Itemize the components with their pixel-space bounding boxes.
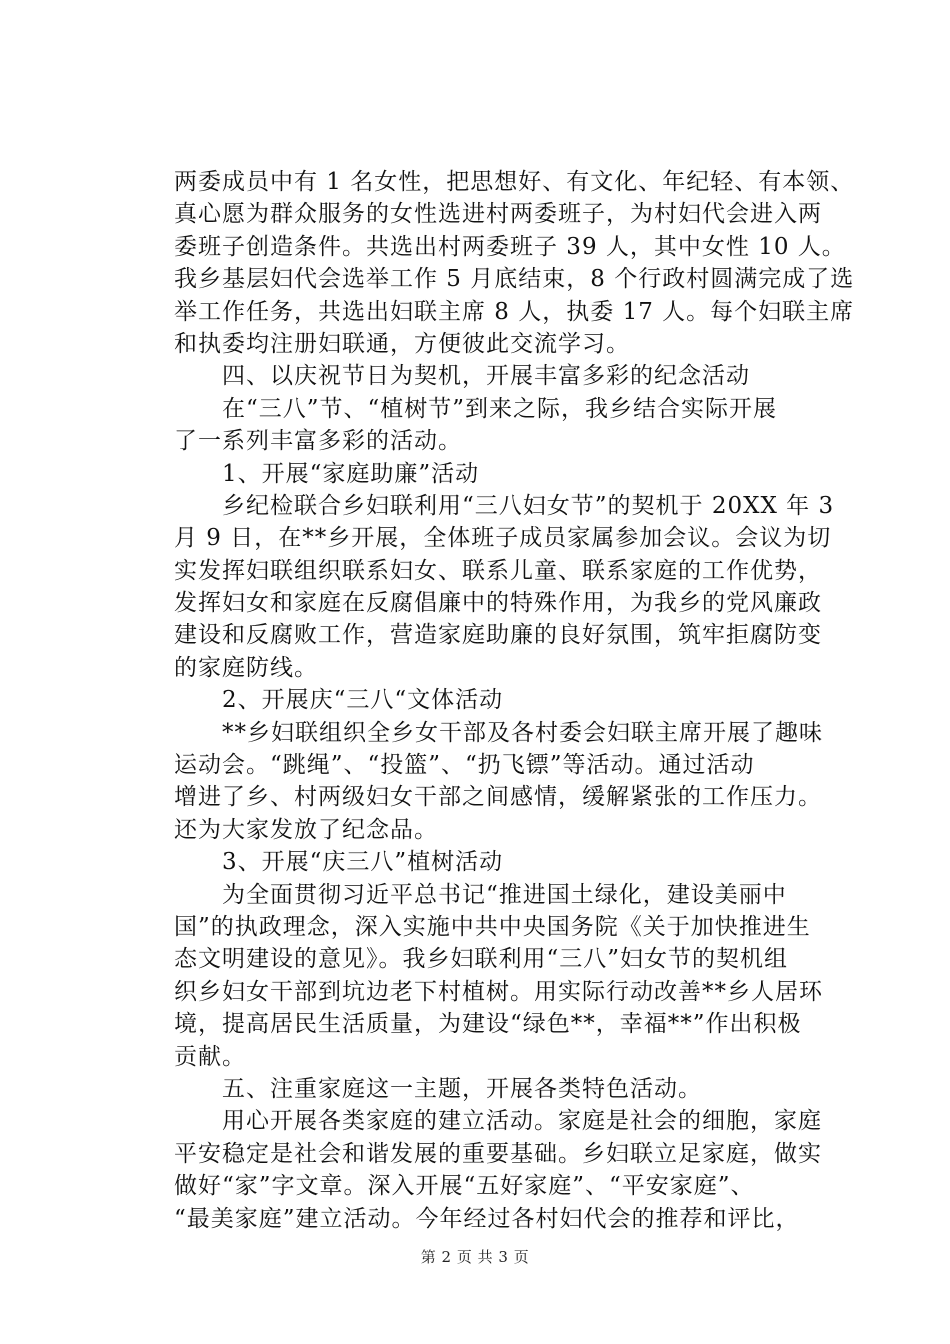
text-line: 两委成员中有 1 名女性，把思想好、有文化、年纪轻、有本领、 — [174, 169, 855, 195]
text-line: “最美家庭”建立活动。今年经过各村妇代会的推荐和评比， — [174, 1205, 800, 1232]
text-line: 织乡妇女干部到坑边老下村植树。用实际行动改善**乡人居环 — [174, 978, 823, 1005]
text-line: 和执委均注册妇联通，方便彼此交流学习。 — [174, 330, 630, 357]
text-line: 我乡基层妇代会选举工作 5 月底结束，8 个行政村圆满完成了选 — [174, 266, 855, 293]
text-line: 用心开展各类家庭的建立活动。家庭是社会的细胞，家庭 — [174, 1108, 822, 1135]
text-line: 月 9 日，在**乡开展，全体班子成员家属参加会议。会议为切 — [174, 525, 832, 552]
text-line: 真心愿为群众服务的女性选进村两委班子，为村妇代会进入两 — [174, 201, 822, 228]
text-line: 增进了乡、村两级妇女干部之间感情，缓解紧张的工作压力。 — [174, 784, 822, 811]
text-line: 平安稳定是社会和谐发展的重要基础。乡妇联立足家庭，做实 — [174, 1140, 822, 1167]
text-line: 贡献。 — [174, 1043, 246, 1070]
text-line: 的家庭防线。 — [174, 654, 318, 681]
text-line: 建设和反腐败工作，营造家庭助廉的良好氛围，筑牢拒腐防变 — [174, 622, 822, 649]
text-line: 态文明建设的意见》。我乡妇联利用“三八”妇女节的契机组 — [174, 946, 789, 973]
page-number-footer: 第 2 页 共 3 页 — [420, 1248, 530, 1266]
text-line: 在“三八”节、“植树节”到来之际，我乡结合实际开展 — [174, 395, 778, 422]
text-line: 还为大家发放了纪念品。 — [174, 816, 438, 843]
text-line: 乡纪检联合乡妇联利用“三八妇女节”的契机于 20XX 年 3 — [174, 492, 835, 519]
subsection-heading: 3、开展“庆三八”植树活动 — [174, 849, 504, 876]
text-line: 了一系列丰富多彩的活动。 — [174, 428, 462, 455]
text-line: 举工作任务，共选出妇联主席 8 人，执委 17 人。每个妇联主席 — [174, 298, 855, 325]
document-body — [174, 166, 855, 1235]
section-heading: 五、注重家庭这一主题，开展各类特色活动。 — [174, 1075, 702, 1102]
section-heading: 四、以庆祝节日为契机，开展丰富多彩的纪念活动 — [174, 363, 750, 390]
subsection-heading: 2、开展庆“三八“文体活动 — [174, 687, 504, 714]
text-line: 境，提高居民生活质量，为建设“绿色**，幸福**”作出积极 — [174, 1011, 802, 1038]
text-line: 运动会。“跳绳”、“投篮”、“扔飞镖”等活动。通过活动 — [174, 752, 755, 779]
text-line: 实发挥妇联组织联系妇女、联系儿童、联系家庭的工作优势， — [174, 557, 822, 584]
text-line: **乡妇联组织全乡女干部及各村委会妇联主席开展了趣味 — [174, 719, 823, 746]
subsection-heading: 1、开展“家庭助廉”活动 — [174, 460, 480, 487]
text-line: 为全面贯彻习近平总书记“推进国土绿化，建设美丽中 — [174, 881, 787, 908]
text-line: 发挥妇女和家庭在反腐倡廉中的特殊作用，为我乡的党风廉政 — [174, 590, 822, 617]
text-line: 做好“家”字文章。深入开展“五好家庭”、“平安家庭”、 — [174, 1173, 755, 1200]
text-line: 委班子创造条件。共选出村两委班子 39 人，其中女性 10 人。 — [174, 233, 846, 260]
text-line: 国”的执政理念，深入实施中共中央国务院《关于加快推进生 — [174, 913, 811, 940]
